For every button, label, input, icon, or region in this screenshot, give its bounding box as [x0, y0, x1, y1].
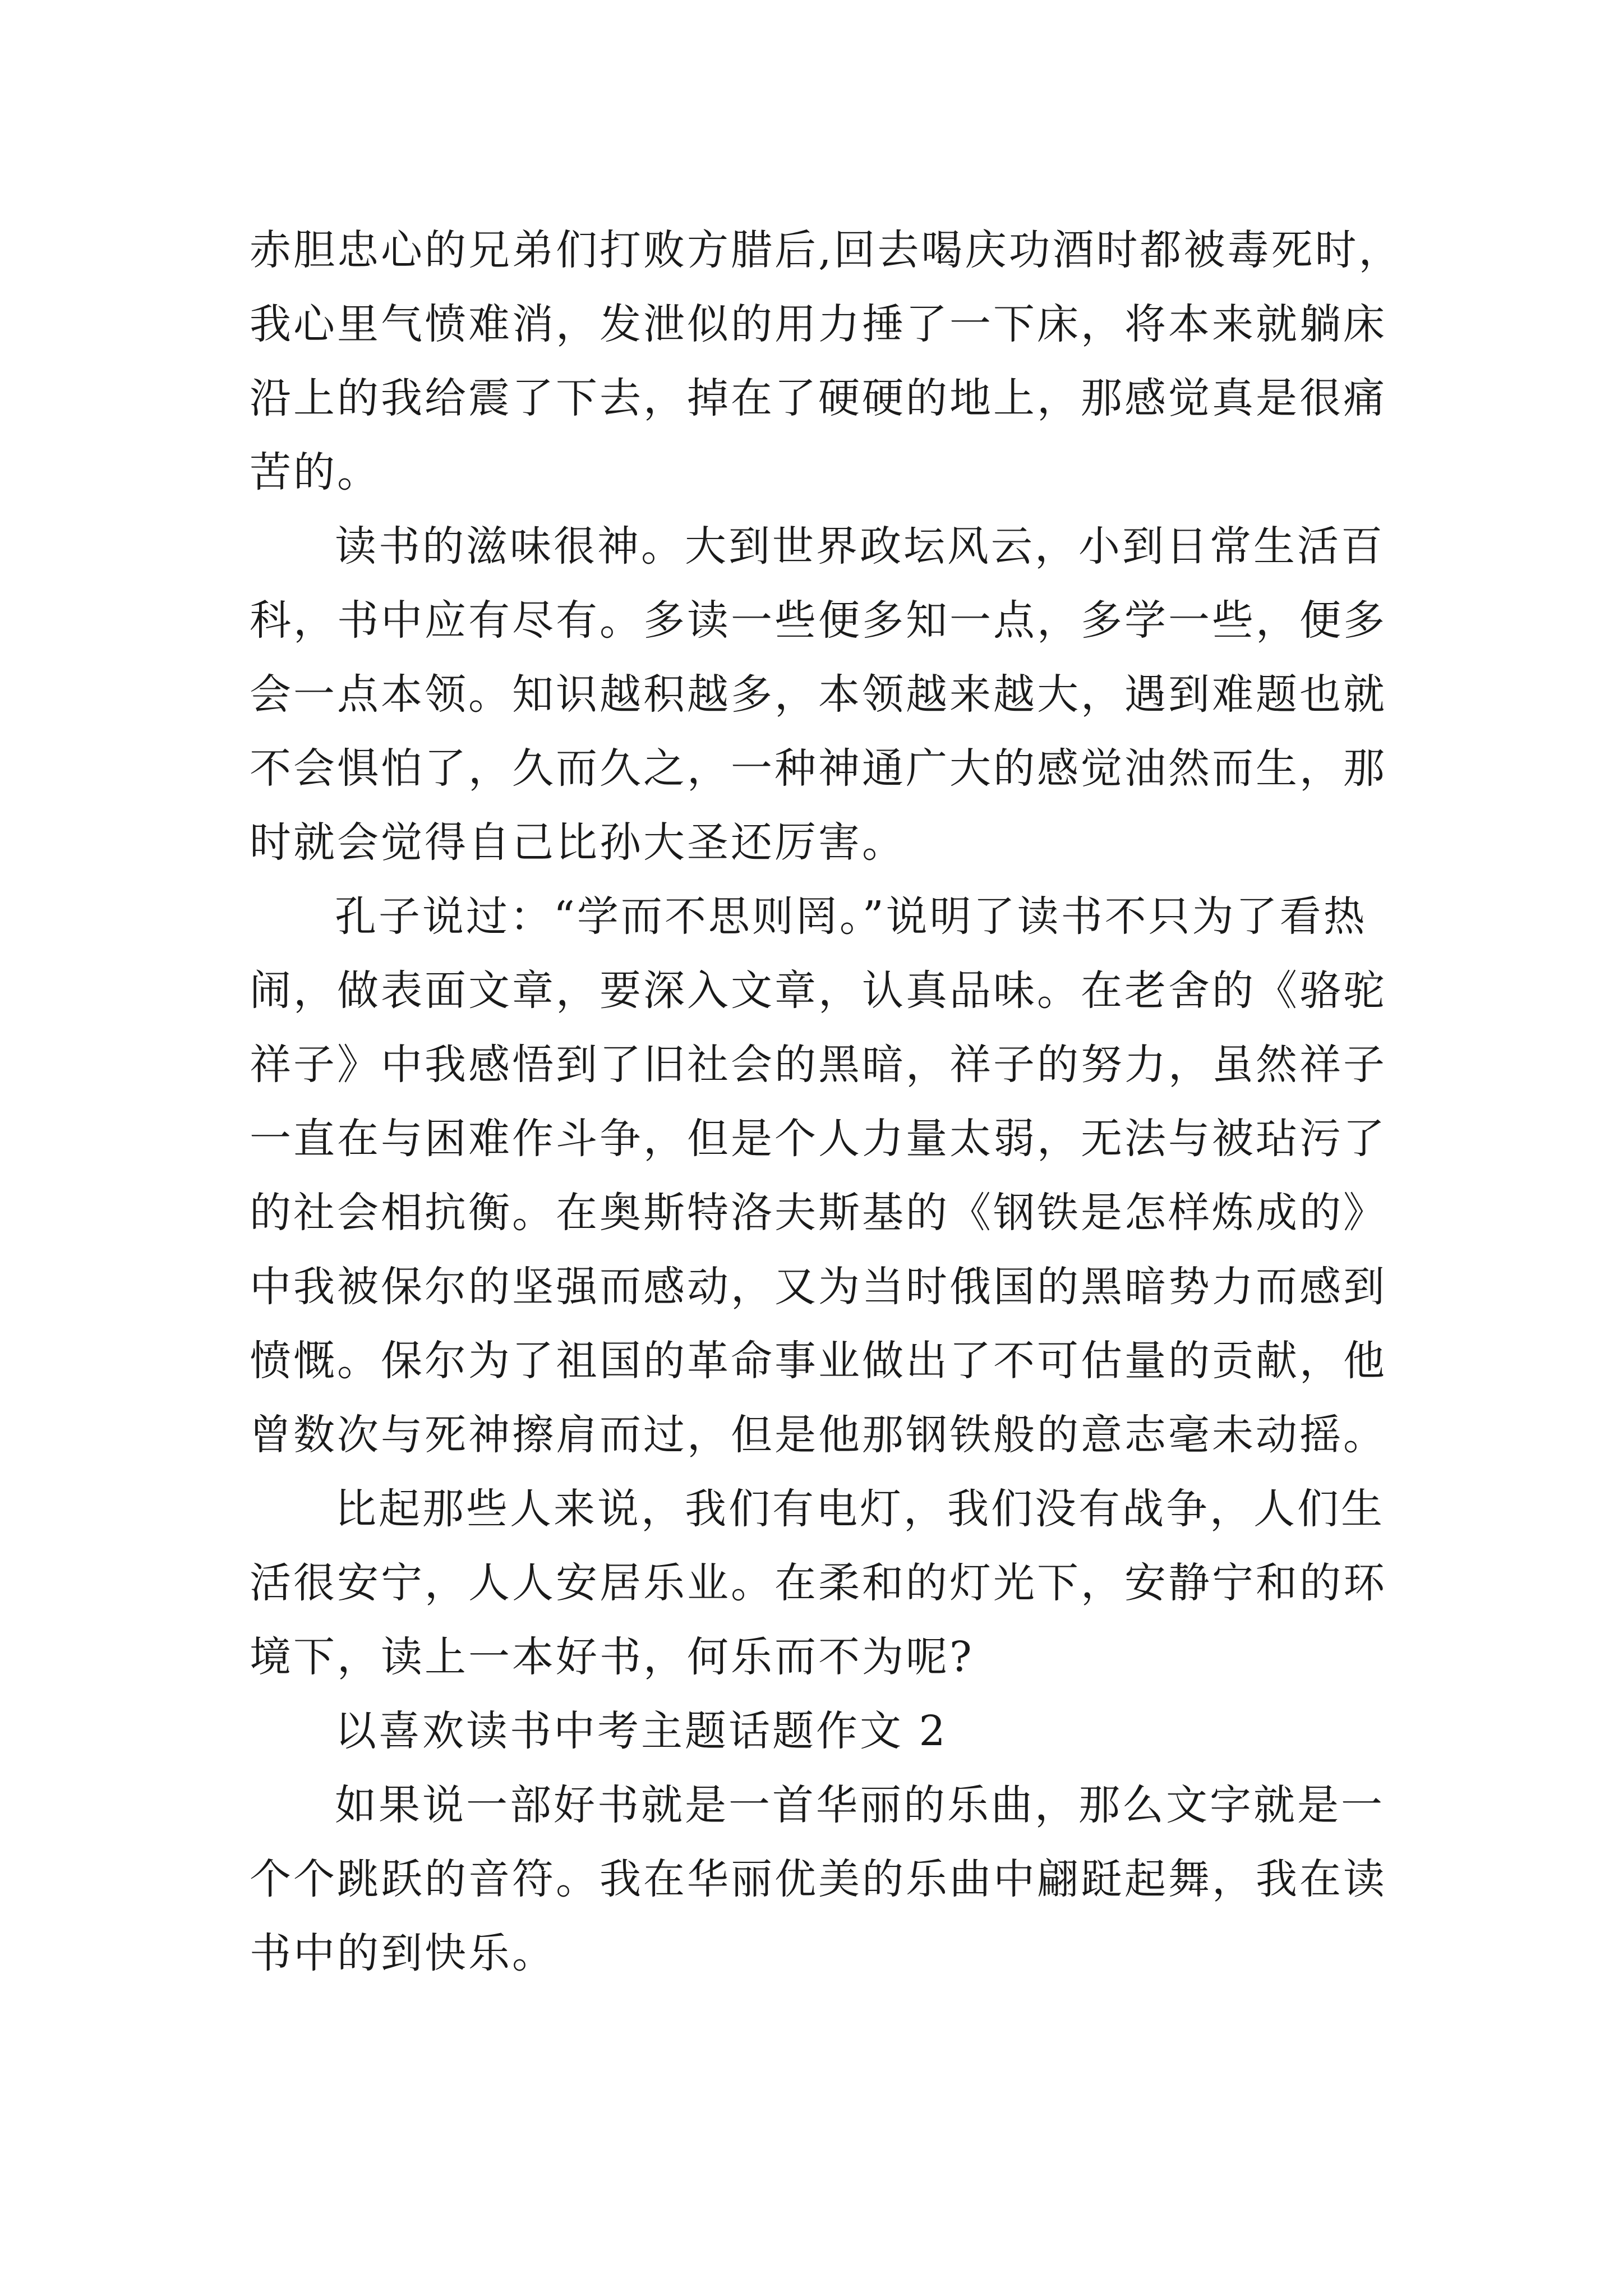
- text-line-first: 比起那些人来说，我们有电灯，我们没有战争，人们生: [335, 1485, 1385, 1533]
- text-line: 苦的。: [250, 448, 381, 496]
- text-line-first: 孔子说过：“学而不思则罔。”说明了读书不只为了看热: [335, 892, 1367, 941]
- document-body: [250, 213, 1441, 1990]
- text-line: 会一点本领。知识越积越多，本领越来越大，遇到难题也就: [250, 670, 1387, 719]
- paragraph-1: [250, 213, 1441, 509]
- heading-text: 以喜欢读书中考主题话题作文 2: [335, 1707, 948, 1755]
- text-line: 不会惧怕了，久而久之，一种神通广大的感觉油然而生，那: [250, 744, 1387, 793]
- paragraph-6: [250, 1768, 1441, 1990]
- text-line: 的社会相抗衡。在奥斯特洛夫斯基的《钢铁是怎样炼成的》: [250, 1189, 1387, 1237]
- text-line: 我心里气愤难消，发泄似的用力捶了一下床，将本来就躺床: [250, 300, 1387, 348]
- text-line-first: 读书的滋味很神。大到世界政坛风云，小到日常生活百: [335, 522, 1385, 570]
- section-heading: [250, 1694, 1441, 1768]
- text-line: 个个跳跃的音符。我在华丽优美的乐曲中翩跹起舞，我在读: [250, 1855, 1387, 1903]
- text-line: 境下，读上一本好书，何乐而不为呢?: [250, 1633, 974, 1681]
- text-line: 科，书中应有尽有。多读一些便多知一点，多学一些，便多: [250, 596, 1387, 645]
- text-line: 愤慨。保尔为了祖国的革命事业做出了不可估量的贡献，他: [250, 1337, 1387, 1385]
- text-line: 沿上的我给震了下去，掉在了硬硬的地上，那感觉真是很痛: [250, 374, 1387, 422]
- paragraph-4: [250, 1472, 1441, 1694]
- text-line: 书中的到快乐。: [250, 1929, 556, 1977]
- text-line: 中我被保尔的坚强而感动，又为当时俄国的黑暗势力而感到: [250, 1263, 1387, 1311]
- text-line: 活很安宁，人人安居乐业。在柔和的灯光下，安静宁和的环: [250, 1559, 1387, 1607]
- text-line-first: 如果说一部好书就是一首华丽的乐曲，那么文字就是一: [335, 1781, 1385, 1829]
- paragraph-2: [250, 509, 1441, 880]
- text-line: 闹，做表面文章，要深入文章，认真品味。在老舍的《骆驼: [250, 967, 1387, 1015]
- text-line: 赤胆忠心的兄弟们打败方腊后,回去喝庆功酒时都被毒死时，: [250, 226, 1403, 274]
- text-line: 一直在与困难作斗争，但是个人力量太弱，无法与被玷污了: [250, 1115, 1387, 1163]
- text-line: 时就会觉得自己比孙大圣还厉害。: [250, 818, 906, 867]
- text-line: 祥子》中我感悟到了旧社会的黑暗，祥子的努力，虽然祥子: [250, 1041, 1387, 1089]
- paragraph-3: [250, 880, 1441, 1472]
- text-line: 曾数次与死神擦肩而过，但是他那钢铁般的意志毫未动摇。: [250, 1411, 1387, 1459]
